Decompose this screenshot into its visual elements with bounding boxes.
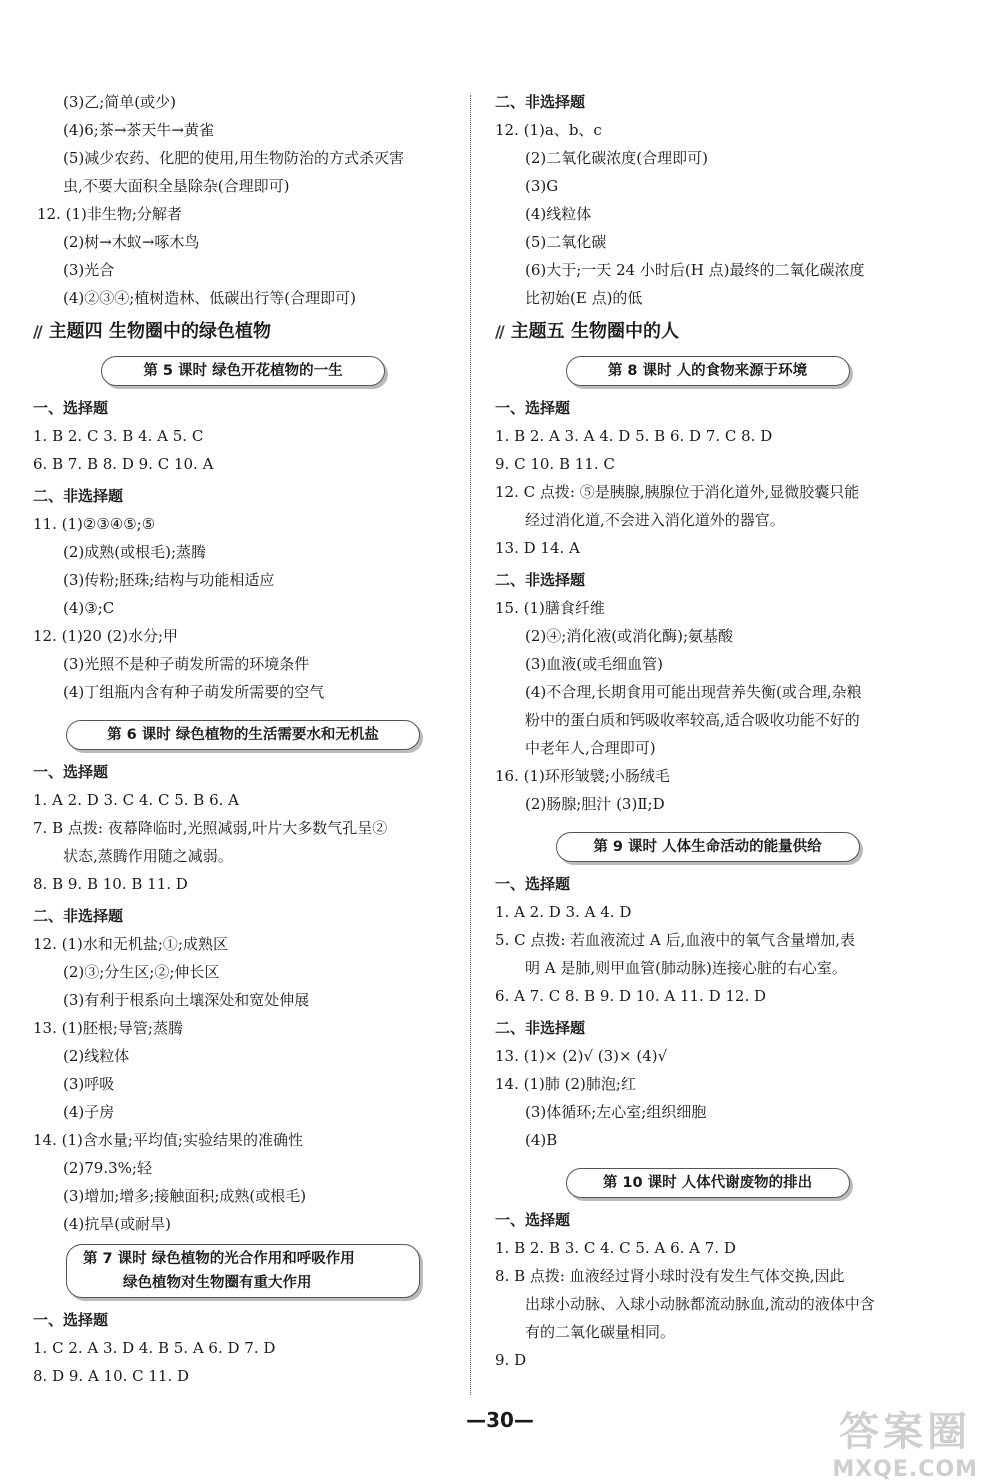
answer-line: 8. B 点拨: 血液经过肾小球时没有发生气体交换,因此	[495, 1267, 845, 1285]
answer-line: 1. A 2. D 3. C 4. C 5. B 6. A	[33, 791, 239, 809]
answer-line: 出球小动脉、入球小动脉都流动脉血,流动的液体中含	[525, 1295, 875, 1313]
answer-line: 经过消化道,不会进入消化道外的器官。	[525, 511, 785, 529]
answer-line: (6)大于;一天 24 小时后(H 点)最终的二氧化碳浓度	[525, 261, 865, 279]
watermark	[832, 1400, 978, 1482]
answer-line: (3)传粉;胚珠;结构与功能相适应	[63, 571, 275, 589]
lesson-banner: 第 5 课时 绿色开花植物的一生	[101, 356, 385, 386]
answer-line: 12. (1)水和无机盐;①;成熟区	[33, 935, 228, 953]
answer-line: (3)光照不是种子萌发所需的环境条件	[63, 655, 310, 673]
section-heading: 一、选择题	[495, 399, 571, 417]
answer-line: 8. B 9. B 10. B 11. D	[33, 875, 188, 893]
answer-line: 7. B 点拨: 夜幕降临时,光照减弱,叶片大多数气孔呈②	[33, 819, 388, 837]
answer-line: (2)树→木蚁→啄木鸟	[63, 233, 200, 251]
answer-line: 8. D 9. A 10. C 11. D	[33, 1367, 190, 1385]
watermark-logo: 答案圈	[839, 1409, 972, 1455]
left-column	[33, 88, 453, 1390]
answer-line: (3)乙;简单(或少)	[63, 93, 177, 111]
answer-line: (3)呼吸	[63, 1075, 115, 1093]
answer-line: 13. (1)× (2)√ (3)× (4)√	[495, 1047, 668, 1065]
section-heading: 二、非选择题	[33, 907, 124, 925]
answer-line: 1. B 2. B 3. C 4. C 5. A 6. A 7. D	[495, 1239, 736, 1257]
answer-line: (4)③;C	[63, 599, 115, 617]
answer-line: (2)③;分生区;②;伸长区	[63, 963, 220, 981]
answer-line: (3)体循环;左心室;组织细胞	[525, 1103, 707, 1121]
section-heading: 二、非选择题	[33, 487, 124, 505]
answer-line: 有的二氧化碳量相同。	[525, 1323, 676, 1341]
answer-line: (3)增加;增多;接触面积;成熟(或根毛)	[63, 1187, 307, 1205]
answer-line: 比初始(E 点)的低	[525, 289, 643, 307]
answer-line: (4)6;茶→茶天牛→黄雀	[63, 121, 214, 139]
topic-heading	[33, 314, 453, 350]
answer-line: (4)②③④;植树造林、低碳出行等(合理即可)	[63, 289, 357, 307]
topic-title: 主题四 生物圈中的绿色植物	[48, 321, 271, 342]
answer-line: (3)光合	[63, 261, 115, 279]
topic-heading	[495, 314, 920, 350]
answer-line: 14. (1)肺 (2)肺泡;红	[495, 1075, 636, 1093]
section-heading: 一、选择题	[33, 1311, 109, 1329]
answer-line: 虫,不要大面积全垦除杂(合理即可)	[63, 177, 290, 195]
answer-line: (4)线粒体	[525, 205, 592, 223]
answer-line: 粉中的蛋白质和钙吸收率较高,适合吸收功能不好的	[525, 711, 860, 729]
answer-line: (2)79.3%;轻	[63, 1159, 152, 1177]
lesson-banner-line: 第 7 课时 绿色植物的光合作用和呼吸作用	[83, 1251, 355, 1267]
section-heading: 二、非选择题	[495, 1019, 586, 1037]
lesson-banner: 第 6 课时 绿色植物的生活需要水和无机盐	[66, 720, 420, 750]
answer-line: 6. B 7. B 8. D 9. C 10. A	[33, 455, 214, 473]
answer-line: 明 A 是肺,则甲血管(肺动脉)连接心脏的右心室。	[525, 959, 847, 977]
answer-line: 13. (1)胚根;导管;蒸腾	[33, 1019, 183, 1037]
section-heading: 二、非选择题	[495, 93, 586, 111]
answer-line: 9. C 10. B 11. C	[495, 455, 615, 473]
answer-line: (4)B	[525, 1131, 558, 1149]
answer-line: (3)有利于根系向土壤深处和宽处伸展	[63, 991, 310, 1009]
answer-line: 6. A 7. C 8. B 9. D 10. A 11. D 12. D	[495, 987, 767, 1005]
answer-line: 1. C 2. A 3. D 4. B 5. A 6. D 7. D	[33, 1339, 276, 1357]
right-column	[495, 88, 920, 1374]
section-heading: 一、选择题	[495, 875, 571, 893]
answer-line: (4)不合理,长期食用可能出现营养失衡(或合理,杂粮	[525, 683, 862, 701]
answer-line: (5)减少农药、化肥的使用,用生物防治的方式杀灭害	[63, 149, 405, 167]
answer-line: 中老年人,合理即可)	[525, 739, 656, 757]
lesson-banner	[66, 1244, 420, 1298]
section-heading: 二、非选择题	[495, 571, 586, 589]
topic-title: 主题五 生物圈中的人	[510, 321, 679, 342]
answer-line: 16. (1)环形皱襞;小肠绒毛	[495, 767, 670, 785]
answer-line: 12. (1)a、b、c	[495, 121, 602, 139]
page-number: —30—	[466, 1408, 534, 1432]
answer-line: (2)④;消化液(或消化酶);氨基酸	[525, 627, 734, 645]
answer-line: (4)丁组瓶内含有种子萌发所需要的空气	[63, 683, 325, 701]
answer-line: 1. A 2. D 3. A 4. D	[495, 903, 632, 921]
watermark-url: MXQE.COM	[832, 1457, 978, 1482]
answer-line: 14. (1)含水量;平均值;实验结果的准确性	[33, 1131, 303, 1149]
topic-mark: //	[33, 322, 41, 341]
answer-line: 12. (1)非生物;分解者	[37, 205, 182, 223]
lesson-banner: 第 10 课时 人体代谢废物的排出	[566, 1168, 850, 1198]
answer-line: 9. D	[495, 1351, 527, 1369]
answer-line: 1. B 2. A 3. A 4. D 5. B 6. D 7. C 8. D	[495, 427, 773, 445]
answer-line: (2)二氧化碳浓度(合理即可)	[525, 149, 708, 167]
lesson-banner: 第 9 课时 人体生命活动的能量供给	[556, 832, 860, 862]
answer-line: 13. D 14. A	[495, 539, 580, 557]
answer-line: (5)二氧化碳	[525, 233, 607, 251]
answer-line: (3)血液(或毛细血管)	[525, 655, 663, 673]
topic-mark: //	[495, 322, 503, 341]
answer-line: 1. B 2. C 3. B 4. A 5. C	[33, 427, 204, 445]
section-heading: 一、选择题	[33, 399, 109, 417]
section-heading: 一、选择题	[495, 1211, 571, 1229]
answer-line: (2)肠腺;胆汁 (3)Ⅱ;D	[525, 795, 665, 813]
answer-line: 11. (1)②③④⑤;⑤	[33, 515, 156, 533]
lesson-banner: 第 8 课时 人的食物来源于环境	[566, 356, 850, 386]
answer-line: 12. C 点拨: ⑤是胰腺,胰腺位于消化道外,显微胶囊只能	[495, 483, 860, 501]
answer-line: (2)线粒体	[63, 1047, 130, 1065]
answer-line: 15. (1)膳食纤维	[495, 599, 605, 617]
answer-line: (4)抗旱(或耐旱)	[63, 1215, 171, 1233]
lesson-banner-line: 绿色植物对生物圈有重大作用	[123, 1275, 312, 1291]
answer-line: 5. C 点拨: 若血液流过 A 后,血液中的氧气含量增加,表	[495, 931, 856, 949]
section-heading: 一、选择题	[33, 763, 109, 781]
answer-line: (3)G	[525, 177, 559, 195]
answer-line: (4)子房	[63, 1103, 115, 1121]
column-divider	[470, 95, 471, 1395]
answer-line: (2)成熟(或根毛);蒸腾	[63, 543, 207, 561]
answer-line: 12. (1)20 (2)水分;甲	[33, 627, 179, 645]
answer-line: 状态,蒸腾作用随之减弱。	[63, 847, 233, 865]
